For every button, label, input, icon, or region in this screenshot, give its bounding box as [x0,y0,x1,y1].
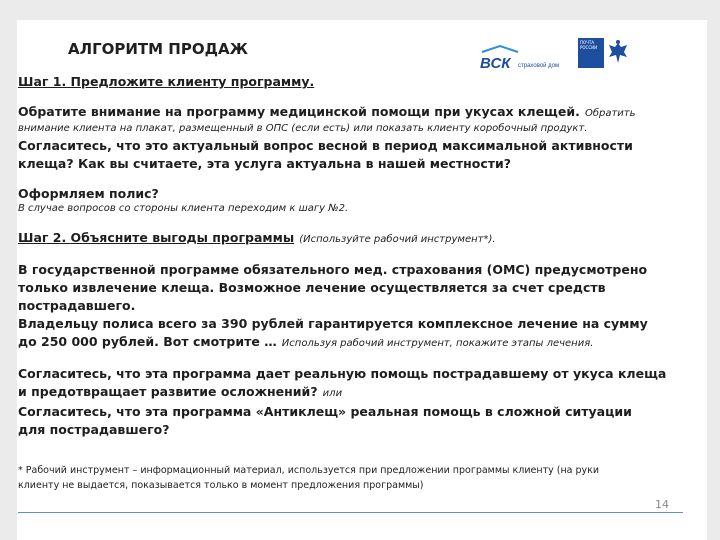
oms-line3: пострадавшего. [18,298,136,313]
page-number: 14 [655,498,669,511]
step1-para2-line2: клеща? Как вы считаете, эта услуга актуальна в нашей местности? [18,156,512,171]
agree1-line2: и предотвращает развитие осложнений? [18,384,318,399]
agree1-line1: Согласитесь, что эта программа дает реальную помощь пострадавшему от укуса клеща [18,366,667,381]
owner-note: Используя рабочий инструмент, покажите этапы лечения. [281,338,594,349]
step1-para2-line1: Согласитесь, что это актуальный вопрос весной в период максимальной активности [18,138,633,153]
policy-heading: Оформляем полис? [18,186,159,201]
step1-para1: Обратите внимание на программу медицинской помощи при укусах клещей. [18,104,580,119]
russian-post-logo [578,38,630,68]
eagle-icon [607,39,629,67]
agree2-line1: Согласитесь, что эта программа «Антиклещ» реальная помощь в сложной ситуации [18,404,632,419]
step1-heading: Шаг 1. Предложите клиенту программу. [18,74,315,89]
step2-heading-note: (Используйте рабочий инструмент*). [299,234,496,245]
russian-post-logo-box: ПОЧТА РОССИИ [578,38,604,68]
footnote-line2: клиенту не выдается, показывается только в момент предложения программы) [18,480,424,491]
footer-divider [18,512,683,513]
oms-line1: В государственной программе обязательного мед. страхования (ОМС) предусмотрено [18,262,648,277]
oms-line2: только извлечение клеща. Возможное лечение осуществляется за счет средств [18,280,606,295]
step1-para1-italic-a: Обратить [584,108,636,119]
step2-heading: Шаг 2. Объясните выгоды программы [18,230,295,245]
footnote [18,463,683,493]
agree2-line2: для пострадавшего? [18,422,170,437]
agree1-or: или [322,388,343,399]
page-title: АЛГОРИТМ ПРОДАЖ [68,40,248,58]
vsk-logo-subtext: страховой дом [518,63,560,69]
main-content [18,70,678,438]
vsk-logo-text: ВСК [480,55,511,72]
footnote-line1: * Рабочий инструмент – информационный материал, используется при предложении программы клиенту (на руки [18,465,600,476]
owner-line1: Владельцу полиса всего за 390 рублей гарантируется комплексное лечение на сумму [18,316,648,331]
policy-note: В случае вопросов со стороны клиента переходим к шагу №2. [18,203,349,214]
step1-para1-italic-b: внимание клиента на плакат, размещенный в ОПС (если есть) или показать клиенту коробочный продукт. [18,123,588,134]
owner-line2: до 250 000 рублей. Вот смотрите … [18,334,277,349]
